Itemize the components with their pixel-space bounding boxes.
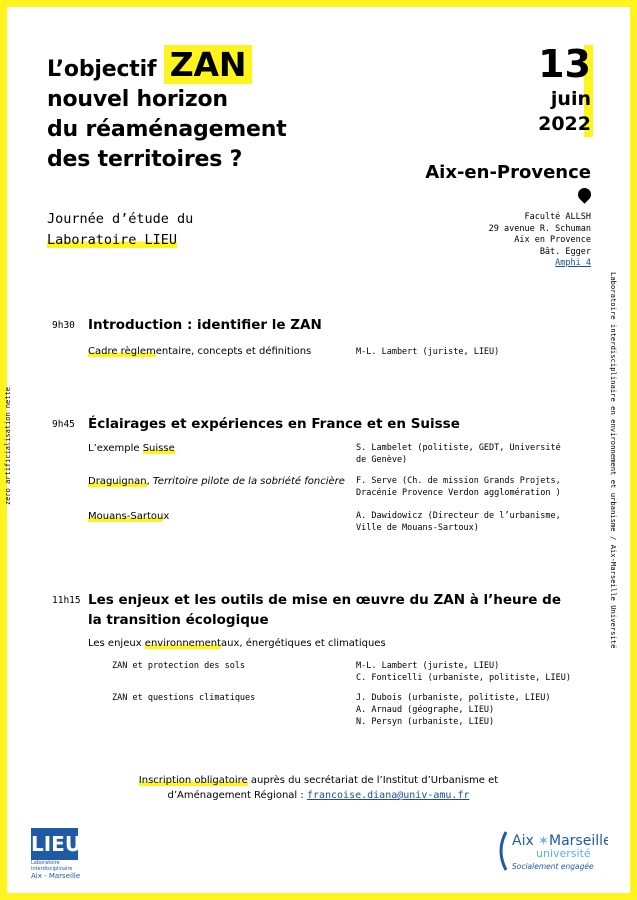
date-month: juin xyxy=(550,88,591,110)
section2-item2: Draguignan, Territoire pilote de la sobriété foncière xyxy=(88,476,345,487)
amu-star-icon: ✶ xyxy=(538,834,549,849)
amu-line1b: Marseille xyxy=(549,833,608,849)
city-name: Aix-en-Provence xyxy=(425,162,591,183)
address-line2: 29 avenue R. Schuman xyxy=(488,223,591,234)
lieu-logo-sub1: Laboratoire interdisciplinaire xyxy=(31,860,73,872)
registration-footer: Inscription obligatoire auprès du secrétariat de l’Institut d’Urbanisme et d’Aménagement Régional : francoise.diana@univ-amu.fr xyxy=(138,775,499,801)
amu-line3: Socialement engagée xyxy=(512,862,594,871)
date-year: 2022 xyxy=(538,113,591,135)
contact-email-link[interactable]: francoise.diana@univ-amu.fr xyxy=(306,790,470,801)
lieu-logo-mark: LIEU xyxy=(31,828,78,860)
title-line3: du réaménagement xyxy=(47,117,287,142)
section3-time: 11h15 xyxy=(52,595,81,606)
registration-required: Inscription obligatoire xyxy=(138,775,248,786)
date-day: 13 xyxy=(538,42,591,86)
side-text-right: Laboratoire interdisciplinaire en environnement et urbanisme / Aix-Marseille Université xyxy=(609,272,618,649)
amu-line1a: Aix xyxy=(512,833,534,849)
amu-logo-graphic xyxy=(498,828,608,874)
venue-address xyxy=(489,212,591,270)
section2-title: Éclairages et expériences en France et en Suisse xyxy=(88,416,460,432)
amu-logo xyxy=(498,828,608,874)
section3-intro: Les enjeux environnementaux, énergétiques et climatiques xyxy=(88,638,386,649)
section3-title: Les enjeux et les outils de mise en œuvre du ZAN à l’heure de la transition écologique xyxy=(88,592,561,628)
lieu-logo xyxy=(31,828,82,880)
section3-speaker2: J. Dubois (urbaniste, politiste, LIEU) A. Arnaud (géographe, LIEU) N. Persyn (urbaniste, LIEU) xyxy=(356,693,551,727)
section2-speaker2: F. Serve (Ch. de mission Grands Projets, Dracénie Provence Verdon agglomération ) xyxy=(356,476,561,498)
section1-item: Cadre règlementaire, concepts et définitions xyxy=(88,346,312,357)
amu-line2: université xyxy=(536,847,591,860)
section1-speaker: M-L. Lambert (juriste, LIEU) xyxy=(356,347,500,357)
section1-time: 9h30 xyxy=(52,320,75,331)
section2-item3: Mouans-Sartoux xyxy=(88,511,170,522)
amu-arc-icon xyxy=(501,832,506,870)
title-line2: nouvel horizon xyxy=(47,87,228,112)
side-left-label: zero artificialisation nette xyxy=(4,386,12,505)
section3-item1: ZAN et protection des sols xyxy=(112,661,246,671)
section2-speaker1: S. Lambelet (politiste, GEDT, Université de Genève) xyxy=(356,443,561,465)
title-line1: L’objectif xyxy=(47,57,157,82)
address-line4: Bât. Egger xyxy=(539,246,591,257)
title-line4: des territoires ? xyxy=(47,147,243,172)
subtitle xyxy=(47,209,193,251)
section2-item1: L’exemple Suisse xyxy=(88,443,175,454)
address-line3: Aix en Provence xyxy=(514,235,591,245)
subtitle-line2: Laboratoire LIEU xyxy=(47,232,178,248)
address-line1: Faculté ALLSH xyxy=(524,212,591,222)
lieu-logo-sub2: Aix - Marseille xyxy=(31,872,81,880)
amphi-link[interactable]: Amphi 4 xyxy=(555,258,591,268)
section2-time: 9h45 xyxy=(52,419,75,430)
title-zan-highlight: ZAN xyxy=(164,45,253,84)
section3-item2: ZAN et questions climatiques xyxy=(112,693,256,703)
page-title xyxy=(47,45,287,175)
section3-speaker1: M-L. Lambert (juriste, LIEU) C. Fonticelli (urbaniste, politiste, LIEU) xyxy=(356,661,571,683)
section1-title: Introduction : identifier le ZAN xyxy=(88,317,322,333)
section2-speaker3: A. Dawidowicz (Directeur de l’urbanisme, Ville de Mouans-Sartoux) xyxy=(356,511,561,533)
subtitle-line1: Journée d’étude du xyxy=(47,211,194,227)
